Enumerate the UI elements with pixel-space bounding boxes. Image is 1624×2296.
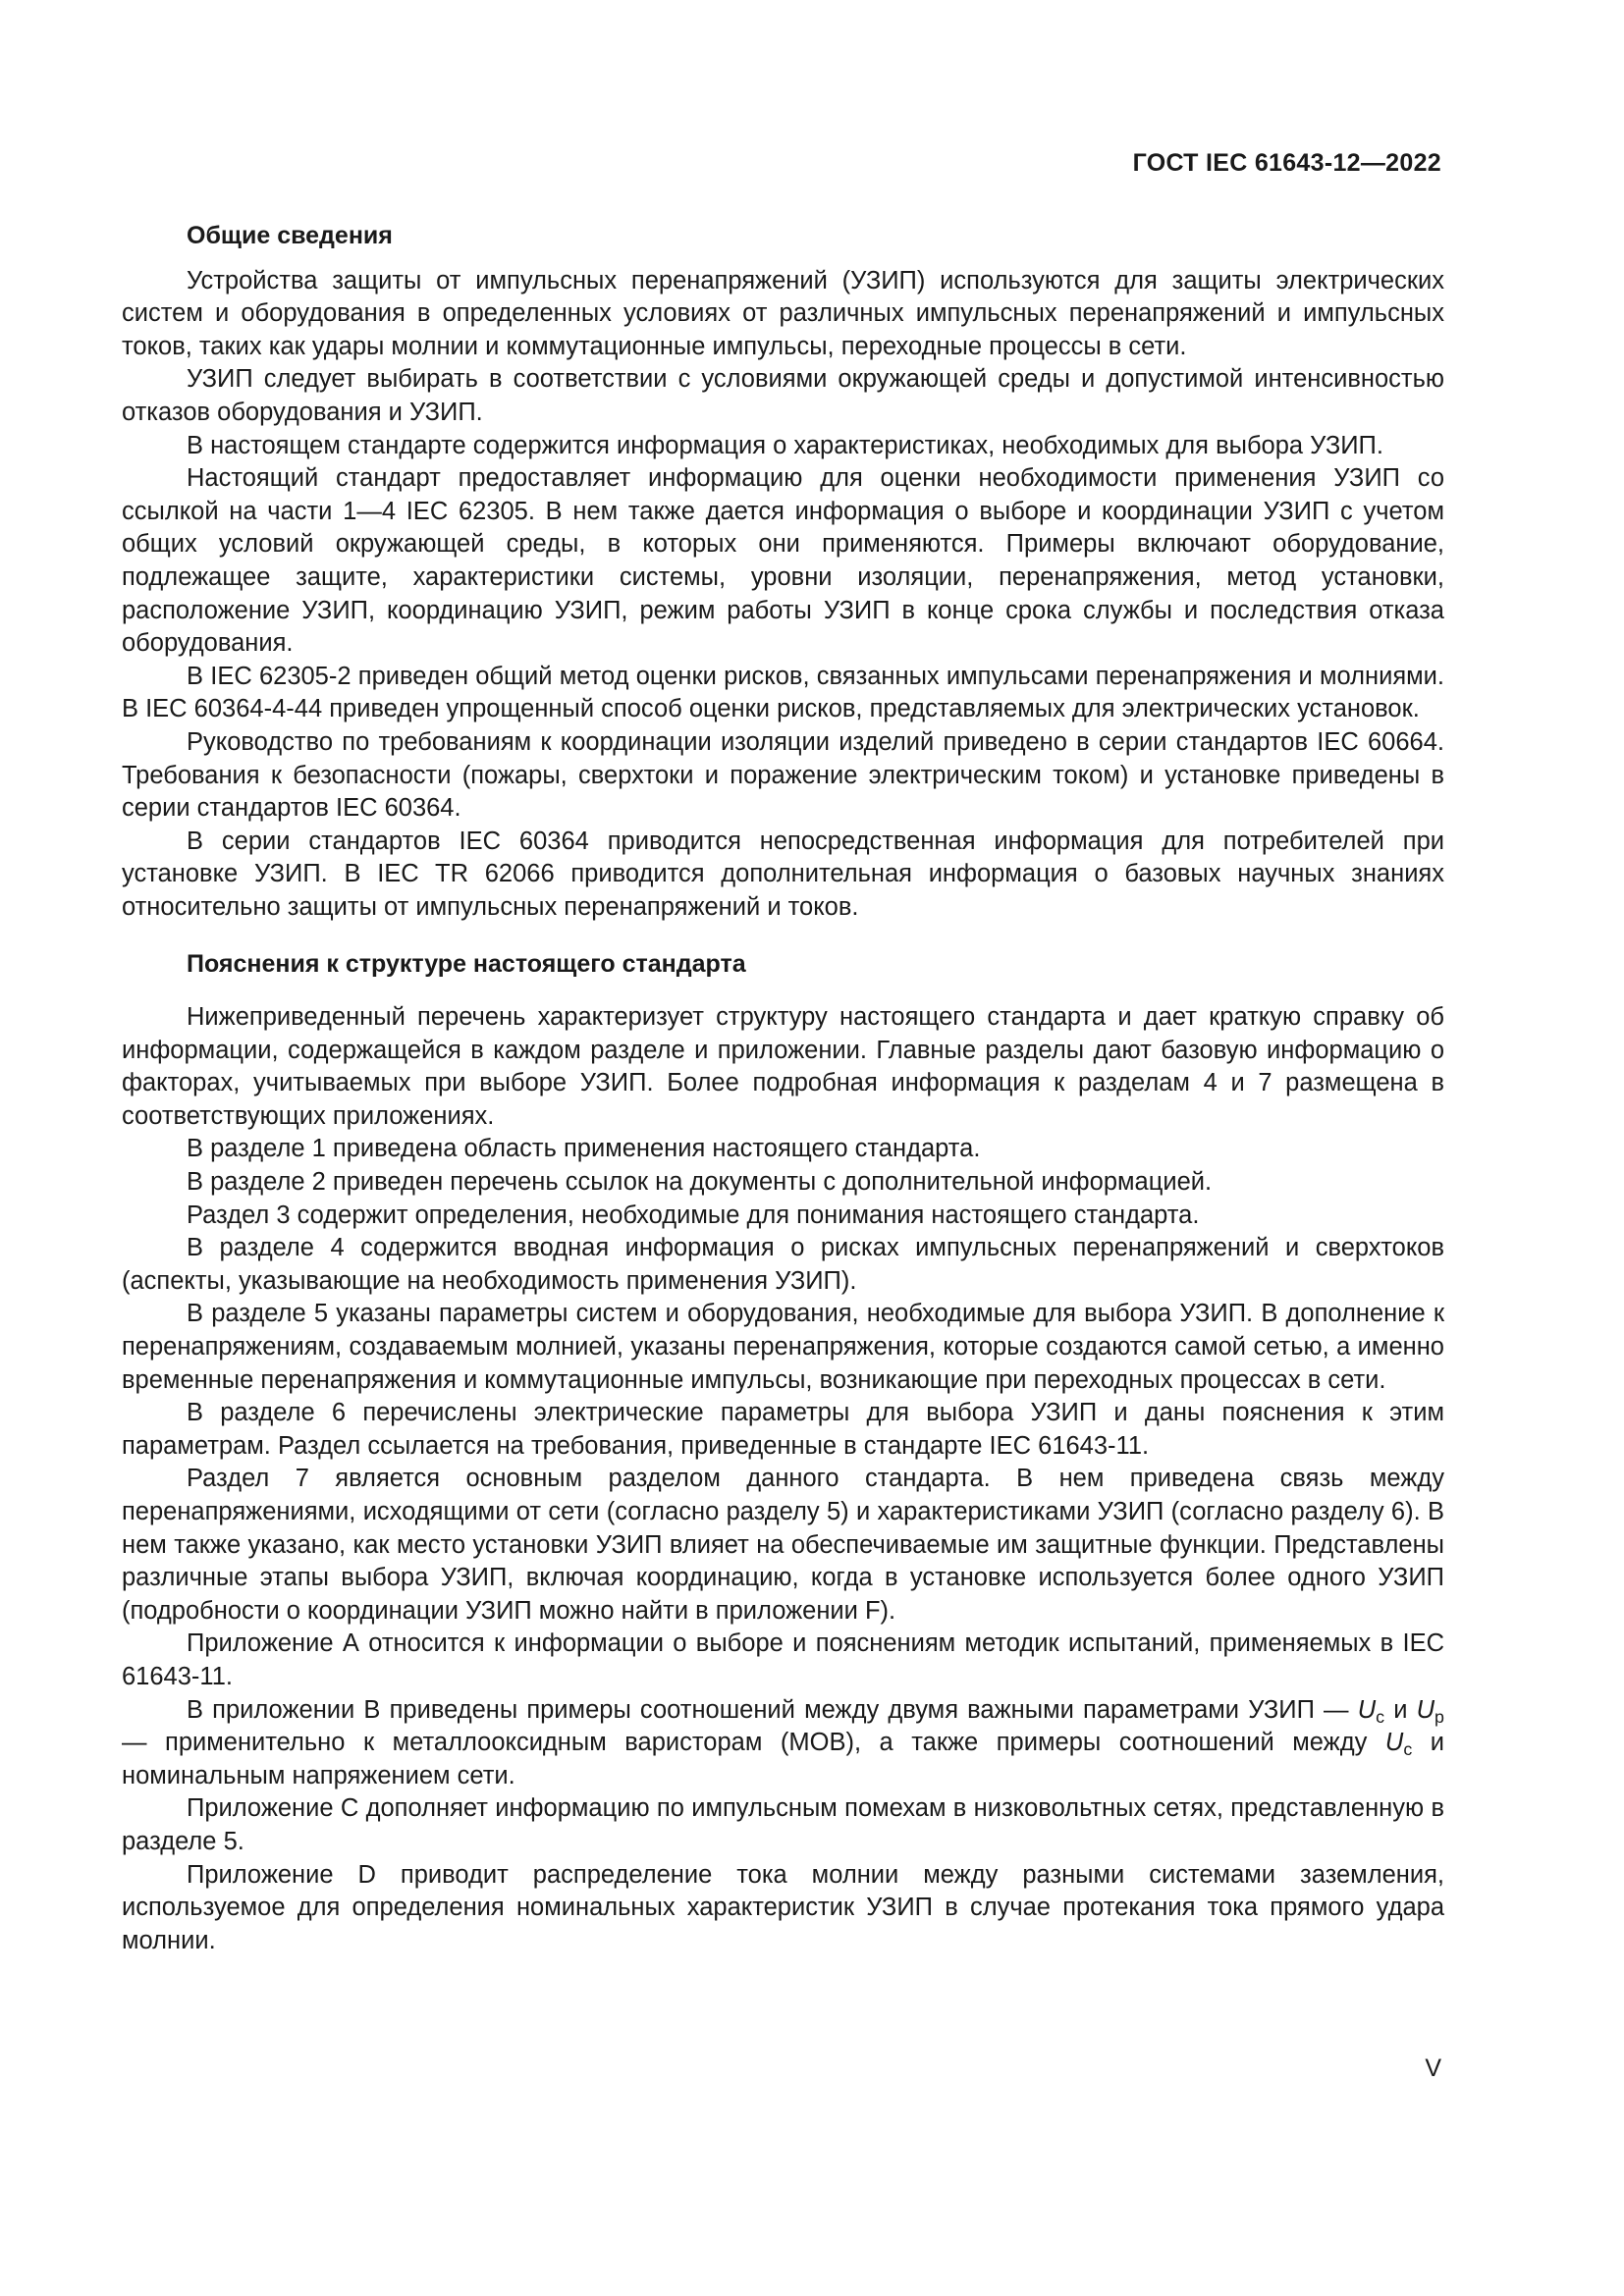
subscript-c: c	[1376, 1706, 1385, 1727]
paragraph: Приложение А относится к информации о выборе и пояснениям методик испытаний, применяемых в IEC 61643-11.	[122, 1629, 1444, 1690]
paragraph: В разделе 6 перечислены электрические параметры для выбора УЗИП и даны пояснения к этим параметрам. Раздел ссылается на требования, приведенные в стандарте IEC 61643-11.	[122, 1399, 1444, 1460]
symbol-up: U	[1416, 1695, 1435, 1724]
annex-b-text-1: В приложении В приведены примеры соотношений между двумя важными параметрами УЗИП —	[187, 1695, 1349, 1724]
paragraph: В настоящем стандарте содержится информация о характеристиках, необходимых для выбора УЗИП.	[187, 431, 1383, 459]
paragraph: Раздел 3 содержит определения, необходимые для понимания настоящего стандарта.	[187, 1201, 1200, 1229]
page-content	[122, 220, 1444, 1957]
section-heading-general: Общие сведения	[187, 222, 393, 249]
subscript-c: c	[1403, 1739, 1413, 1760]
paragraph: В IEC 62305-2 приведен общий метод оценки рисков, связанных импульсами перенапряжения и молниями. В IEC 60364-4-44 приведен упрощенный способ оценки рисков, представляемых для электрических установок.	[122, 662, 1444, 723]
paragraph: Руководство по требованиям к координации изоляции изделий приведено в серии стандартов IEC 60664. Требования к безопасности (пожары, сверхтоки и поражение электрическим током) и установке приведены в серии стандартов IEC 60364.	[122, 727, 1444, 823]
paragraph: Приложение С дополняет информацию по импульсным помехам в низковольтных сетях, представленную в разделе 5.	[122, 1794, 1444, 1855]
paragraph: Устройства защиты от импульсных перенапряжений (УЗИП) используются для защиты электрических систем и оборудования в определенных условиях от различных импульсных перенапряжений и импульсных токов, таких как удары молнии и коммутационные импульсы, переходные процессы в сети.	[122, 266, 1444, 360]
paragraph: Раздел 7 является основным разделом данного стандарта. В нем приведена связь между перенапряжениями, исходящими от сети (согласно разделу 5) и характеристиками УЗИП (согласно разделу 6). В нем также указано, как место установки УЗИП влияет на обеспечиваемые им защитные функции. Представлены различные этапы выбора УЗИП, включая координацию, когда в установке используется более одного УЗИП (подробности о координации УЗИП можно найти в приложении F).	[122, 1465, 1444, 1625]
paragraph: В разделе 1 приведена область применения настоящего стандарта.	[187, 1135, 981, 1163]
annex-b-and: и	[1393, 1695, 1408, 1724]
paragraph: В серии стандартов IEC 60364 приводится непосредственная информация для потребителей при установке УЗИП. В IEC TR 62066 приводится дополнительная информация о базовых научных знаниях относительно защиты от импульсных перенапряжений и токов.	[122, 827, 1444, 921]
paragraph-annex-b	[122, 1694, 1444, 1793]
symbol-uc: U	[1357, 1695, 1377, 1724]
subscript-p: p	[1435, 1706, 1444, 1727]
paragraph: В разделе 4 содержится вводная информация о рисках импульсных перенапряжений и сверхтоков (аспекты, указывающие на необходимость применения УЗИП).	[122, 1234, 1444, 1295]
document-number: ГОСТ IEC 61643-12—2022	[1132, 149, 1441, 177]
paragraph: Приложение D приводит распределение тока молнии между разными системами заземления, используемое для определения номинальных характеристик УЗИП в случае протекания тока прямого удара молнии.	[122, 1860, 1444, 1954]
paragraph: Настоящий стандарт предоставляет информацию для оценки необходимости применения УЗИП со ссылкой на части 1—4 IEC 62305. В нем также дается информация о выборе и координации УЗИП с учетом общих условий окружающей среды, в которых они применяются. Примеры включают оборудование, подлежащее защите, характеристики системы, уровни изоляции, перенапряжения, метод установки, расположение УЗИП, координацию УЗИП, режим работы УЗИП в конце срока службы и последствия отказа оборудования.	[122, 464, 1444, 658]
annex-b-text-2: — применительно к металлооксидным варисторам (МОВ), а также примеры соотношений между	[122, 1729, 1368, 1757]
symbol-uc: U	[1384, 1729, 1404, 1757]
paragraph: УЗИП следует выбирать в соответствии с условиями окружающей среды и допустимой интенсивностью отказов оборудования и УЗИП.	[122, 365, 1444, 426]
annex-b-text-3: и номинальным напряжением сети.	[122, 1729, 1445, 1789]
section-heading-structure: Пояснения к структуре настоящего стандарта	[187, 950, 746, 979]
paragraph: В разделе 2 приведен перечень ссылок на документы с дополнительной информацией.	[187, 1168, 1213, 1197]
paragraph: Нижеприведенный перечень характеризует структуру настоящего стандарта и дает краткую справку об информации, содержащейся в каждом разделе и приложении. Главные разделы дают базовую информацию о факторах, учитываемых при выборе УЗИП. Более подробная информация к разделам 4 и 7 размещена в соответствующих приложениях.	[122, 1003, 1444, 1130]
page-number: V	[1425, 2055, 1441, 2082]
paragraph: В разделе 5 указаны параметры систем и оборудования, необходимые для выбора УЗИП. В дополнение к перенапряжениям, создаваемым молнией, указаны перенапряжения, которые создаются самой сетью, а именно временные перенапряжения и коммутационные импульсы, возникающие при переходных процессах в сети.	[122, 1300, 1444, 1394]
